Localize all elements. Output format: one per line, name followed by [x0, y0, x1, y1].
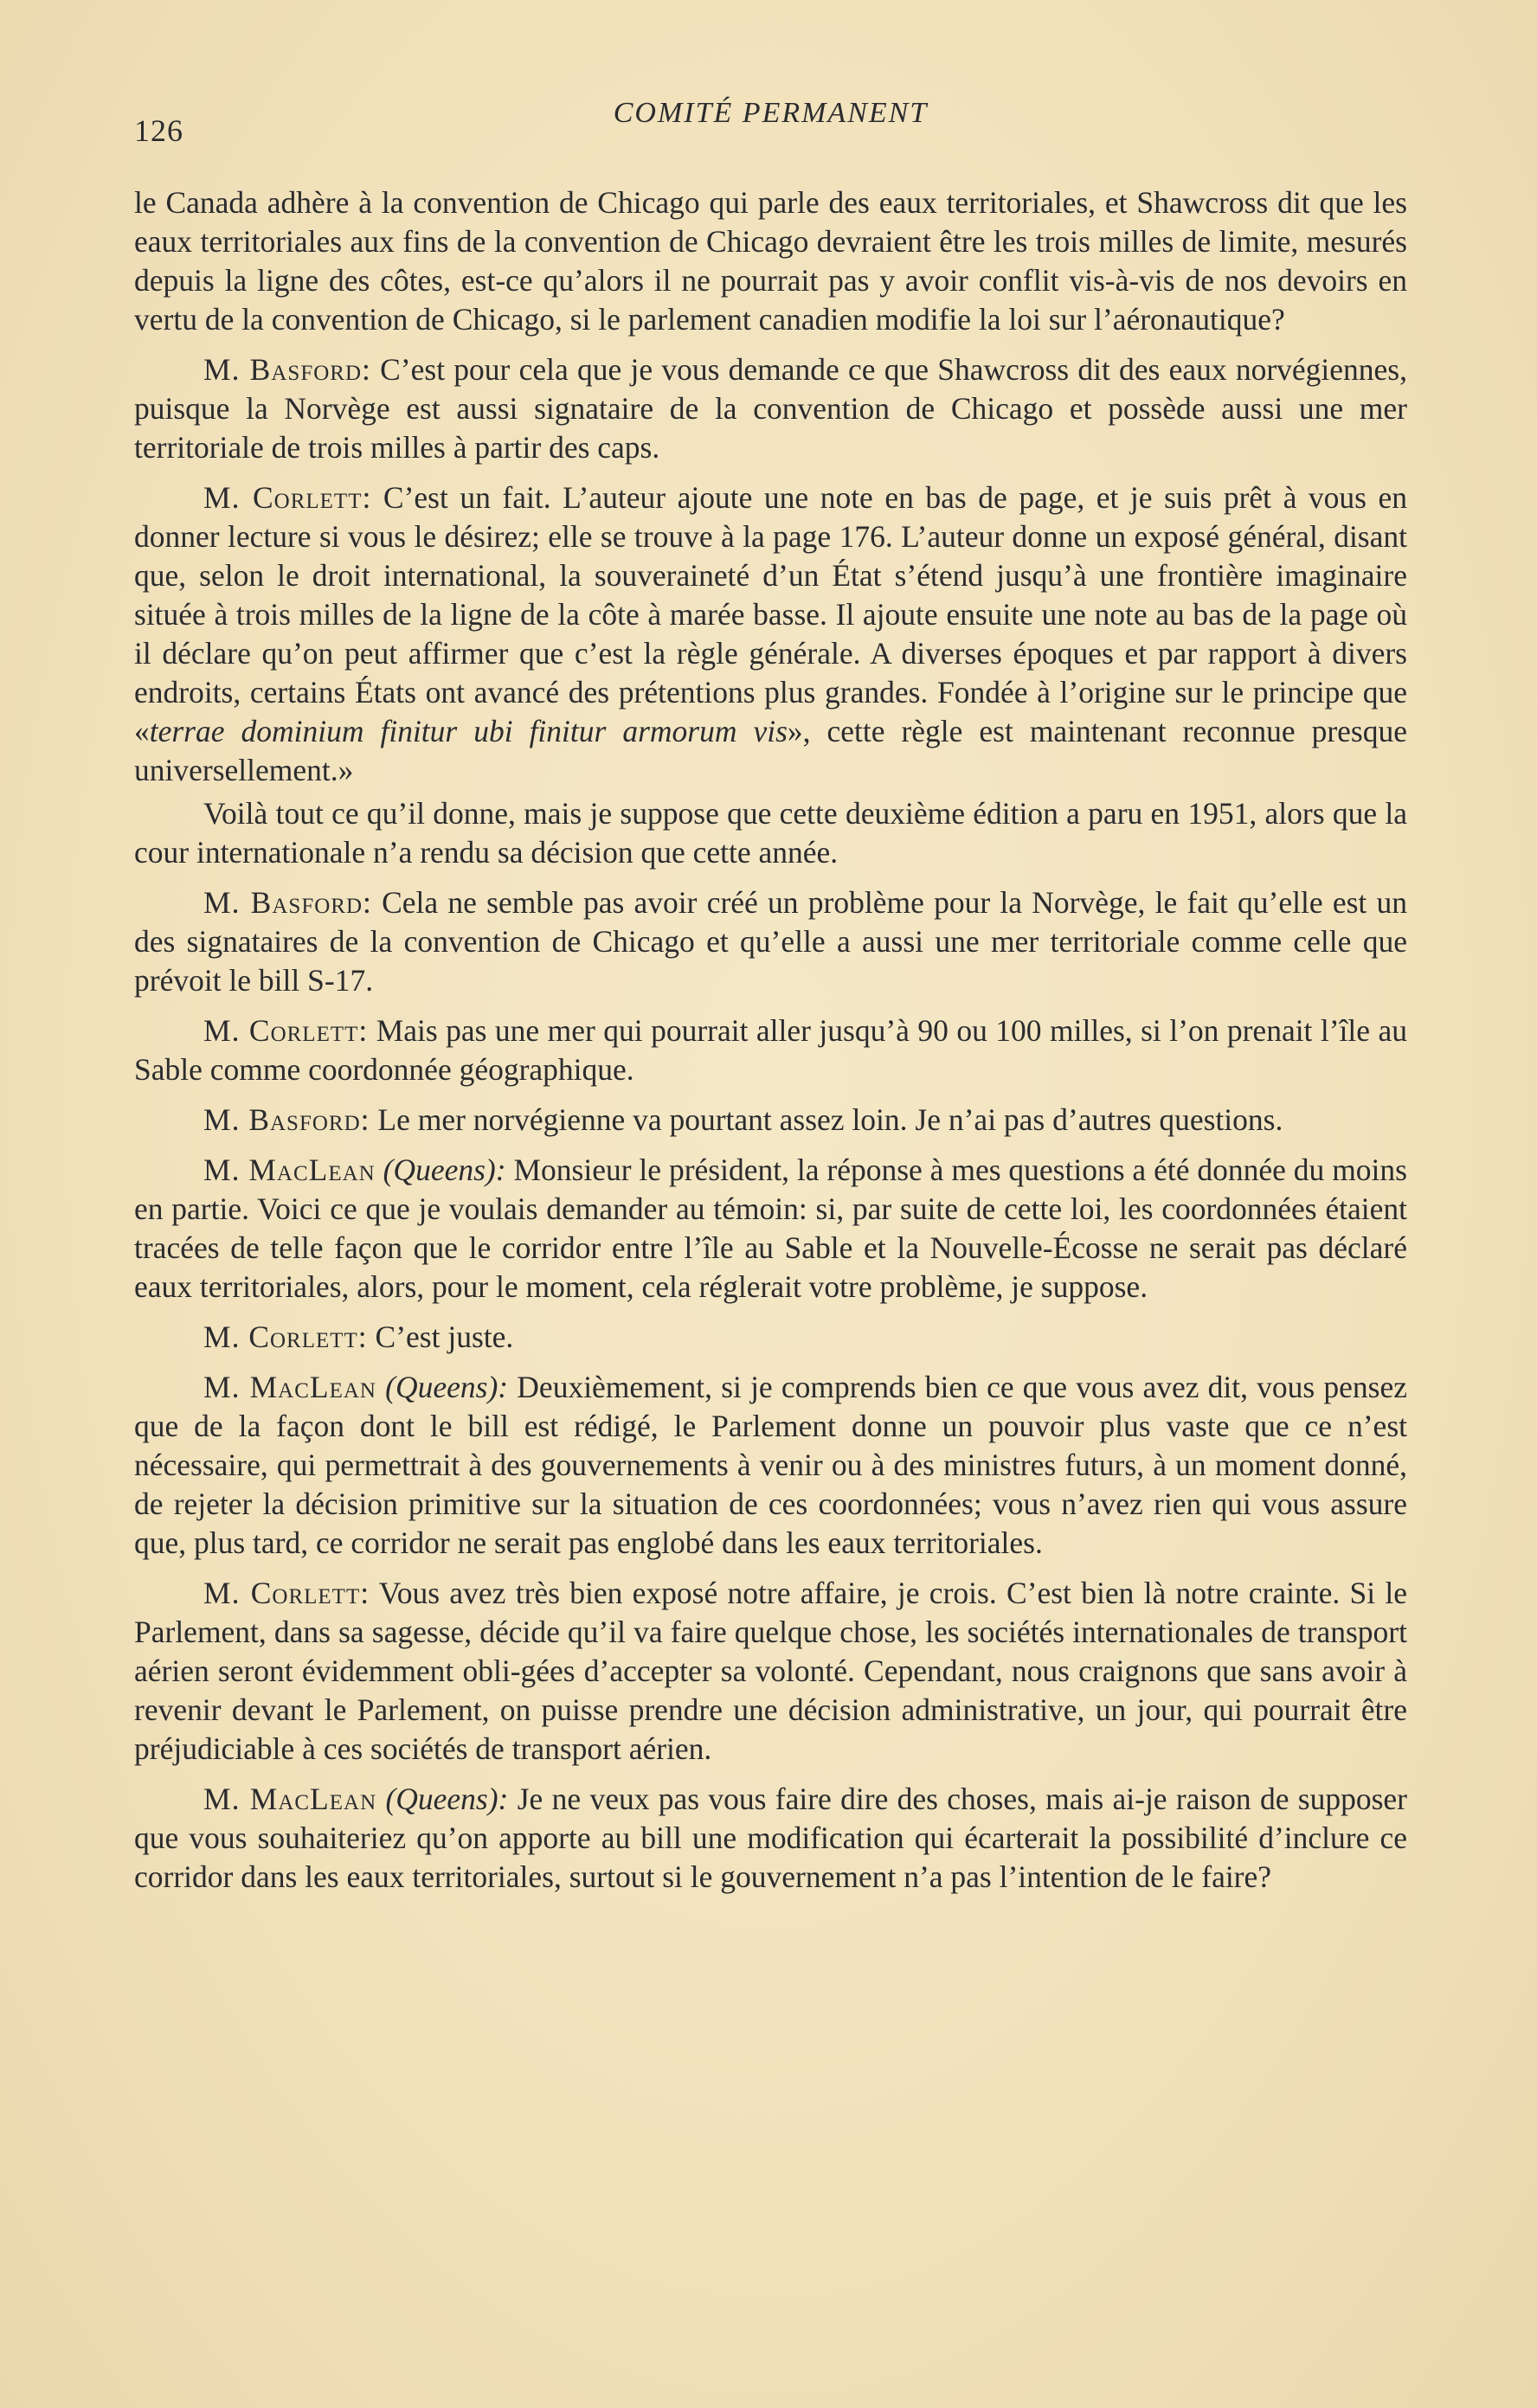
speaker-name: M. Basford: [203, 885, 372, 920]
speaker-riding: (Queens): [385, 1782, 509, 1816]
speaker-name: M. MacLean [203, 1153, 376, 1187]
speaker-name: M. Corlett: [203, 1013, 369, 1048]
speaker-name: M. MacLean [203, 1370, 376, 1404]
paragraph-text: Voilà tout ce qu’il donne, mais je suppose que cette deuxième édition a paru en 1951, alors que la cour internationale n’a rendu sa décision que cette année. [134, 796, 1407, 870]
transcript-body [134, 183, 1407, 1908]
paragraph [134, 883, 1407, 1000]
speaker-name: M. Basford: [203, 1102, 370, 1137]
paragraph [134, 350, 1407, 467]
running-title: COMITÉ PERMANENT [613, 97, 929, 129]
paragraph-text: Je ne veux pas vous faire dire des choses, mais ai-je raison de supposer que vous souhaiteriez qu’on apporte au bill une modification qui écarterait la possibilité d’inclure ce corridor dans les eaux territoriales, surtout si le gouvernement n’a pas l’intention de le faire? [134, 1782, 1407, 1894]
speaker-name: M. Corlett: [203, 1576, 370, 1610]
paragraph [134, 183, 1407, 339]
paragraph [134, 1151, 1407, 1307]
paragraph-text-end: », cette règle est maintenant reconnue presque universellement.» [134, 714, 1407, 787]
paragraph [134, 1780, 1407, 1897]
paragraph-text: C’est juste. [375, 1320, 514, 1354]
paragraph-text: Mais pas une mer qui pourrait aller jusqu’à 90 ou 100 milles, si l’on prenait l’île au Sable comme coordonnée géographique. [134, 1013, 1407, 1087]
speaker-name: M. MacLean [203, 1782, 377, 1816]
paragraph [134, 794, 1407, 872]
paragraph-text: Deuxièmement, si je comprends bien ce que vous avez dit, vous pensez que de la façon dont le bill est rédigé, le Parlement donne un pouvoir plus vaste que ce n’est nécessaire, qui permettrait à des gouvernements à venir ou à des ministres futurs, à un moment donné, de rejeter la décision primitive sur la situation de ces coordonnées; vous n’avez rien qui vous assure que, plus tard, ce corridor ne serait pas englobé dans les eaux territoriales. [134, 1370, 1408, 1560]
paragraph [134, 478, 1407, 790]
paragraph [134, 1011, 1407, 1089]
speaker-riding: (Queens): [385, 1370, 509, 1404]
latin-quote: terrae dominium finitur ubi finitur armorum vis [149, 714, 788, 748]
paragraph-text: Le mer norvégienne va pourtant assez loin. Je n’ai pas d’autres questions. [377, 1102, 1283, 1137]
paragraph [134, 1101, 1407, 1140]
page-header [134, 97, 1407, 149]
speaker-name: M. Corlett: [203, 480, 372, 515]
paragraph-text: Vous avez très bien exposé notre affaire, je crois. C’est bien là notre crainte. Si le Parlement, dans sa sagesse, décide qu’il va faire quelque chose, les sociétés internationales de transport aérien seront évidemment obli-gées d’accepter sa volonté. Cependant, nous craignons que sans avoir à revenir devant le Parlement, on puisse prendre une décision administrative, un jour, qui pourrait être préjudiciable à ces sociétés de transport aérien. [134, 1576, 1408, 1766]
paragraph-text: Cela ne semble pas avoir créé un problème pour la Norvège, le fait qu’elle est un des signataires de la convention de Chicago et qu’elle a aussi une mer territoriale comme celle que prévoit le bill S-17. [134, 885, 1407, 998]
paragraph [134, 1318, 1407, 1357]
paragraph-text: Monsieur le président, la réponse à mes questions a été donnée du moins en partie. Voici ce que je voulais demander au témoin: si, par suite de cette loi, les coordonnées étaient tracées de telle façon que le corridor entre l’île au Sable et la Nouvelle-Écosse ne serait pas déclaré eaux territoriales, alors, pour le moment, cela réglerait votre problème, je suppose. [134, 1153, 1407, 1304]
paragraph-text: C’est un fait. L’auteur ajoute une note en bas de page, et je suis prêt à vous en donner lecture si vous le désirez; elle se trouve à la page 176. L’auteur donne un exposé général, disant que, selon le droit international, la souveraineté d’un État s’étend jusqu’à une frontière imaginaire située à trois milles de la ligne de la côte à marée basse. Il ajoute ensuite une note au bas de la page où il déclare qu’on peut affirmer que c’est la règle générale. A diverses époques et par rapport à divers endroits, certains États ont avancé des prétentions plus grandes. Fondée à l’origine sur le principe que « [134, 480, 1408, 748]
paragraph-text: C’est pour cela que je vous demande ce que Shawcross dit des eaux norvégiennes, puisque la Norvège est aussi signataire de la convention de Chicago et possède aussi une mer territoriale de trois milles à partir des caps. [134, 352, 1407, 465]
speaker-name: M. Basford: [203, 352, 371, 387]
paragraph [134, 1574, 1407, 1769]
paragraph-text: le Canada adhère à la convention de Chicago qui parle des eaux territoriales, et Shawcross dit que les eaux territoriales aux fins de la convention de Chicago devraient être les trois milles de limite, mesurés depuis la ligne des côtes, est-ce qu’alors il ne pourrait pas y avoir conflit vis-à-vis de nos devoirs en vertu de la convention de Chicago, si le parlement canadien modifie la loi sur l’aéronautique? [134, 185, 1407, 337]
speaker-riding: (Queens): [383, 1153, 506, 1187]
page-number: 126 [134, 113, 183, 148]
paragraph [134, 1368, 1407, 1563]
speaker-name: M. Corlett: [203, 1320, 368, 1354]
